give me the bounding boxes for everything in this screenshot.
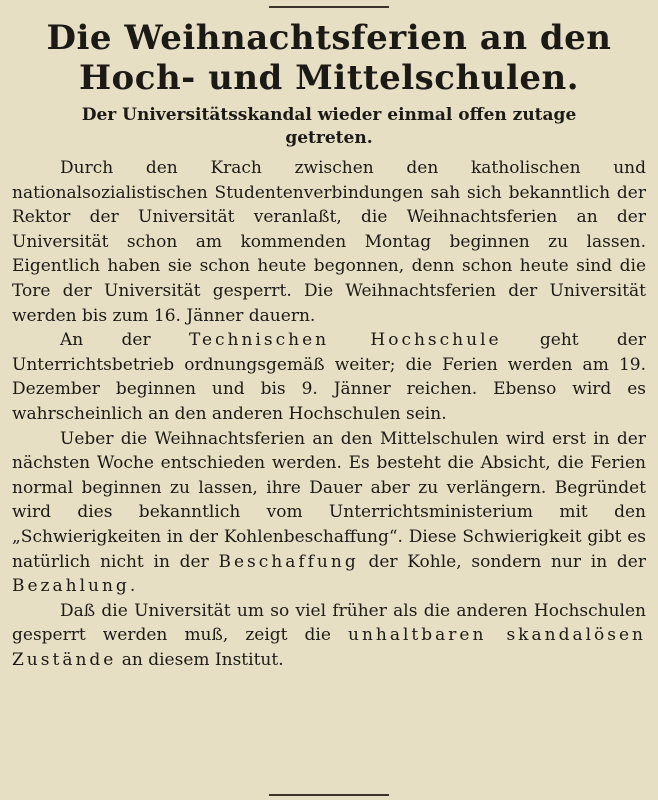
paragraph-4: [12, 599, 646, 673]
paragraph-3-middle: der Kohle, sondern nur in der: [358, 551, 646, 572]
article-subheadline: Der Universitätsskandal wieder einmal offen zutage getreten.: [81, 105, 577, 148]
paragraph-4-spaced: unhaltbaren skandalösen Zustände: [12, 625, 646, 670]
paragraph-3: [12, 427, 646, 599]
paragraph-2-after: geht der Unterrichtsbetrieb ordnungsgemäß weiter; die Ferien werden am 19. Dezember beginnen und bis 9. Jänner reichen. Ebenso wird es wahrscheinlich an den anderen Hochschulen sein.: [12, 330, 646, 424]
paragraph-2-before: An der: [60, 330, 189, 351]
paragraph-3-spaced-2: Bezahlung: [12, 576, 130, 597]
paragraph-2-spaced: Technischen Hochschule: [188, 330, 502, 351]
paragraph-3-after: .: [129, 576, 136, 597]
paragraph-1: [12, 156, 646, 328]
top-rule: [269, 6, 389, 8]
paragraph-1-text: Durch den Krach zwischen den katholischen und nationalsozialistischen Studentenverbindungen sah sich bekanntlich der Rektor der Universität veranlaßt, die Weihnachtsferien an der Universität schon am kommenden Montag beginnen zu lassen. Eigentlich haben sie schon heute begonnen, denn schon heute sind die Tore der Universität gesperrt. Die Weihnachtsferien der Universität werden bis zum 16. Jänner dauern.: [12, 158, 646, 326]
paragraph-3-before: Ueber die Weihnachtsferien an den Mittelschulen wird erst in der nächsten Woche entschieden werden. Es besteht die Absicht, die Ferien normal beginnen zu lassen, ihre Dauer aber zu verlängern. Begründet wird dies bekanntlich vom Unterrichtsministerium mit den „Schwierigkeiten in der Kohlenbeschaffung“. Diese Schwierigkeit gibt es natürlich nicht in der: [12, 428, 646, 572]
bottom-rule: [269, 794, 389, 796]
paragraph-3-spaced: Beschaffung: [218, 551, 359, 572]
paragraph-4-before: Daß die Universität um so viel früher als die anderen Hochschulen gesperrt werden muß, zeigt die: [12, 600, 646, 646]
paragraph-2: [12, 328, 646, 426]
article-headline: Die Weihnachtsferien an den Hoch- und Mittelschulen.: [46, 18, 612, 98]
paragraph-4-after: an diesem Institut.: [116, 649, 284, 670]
